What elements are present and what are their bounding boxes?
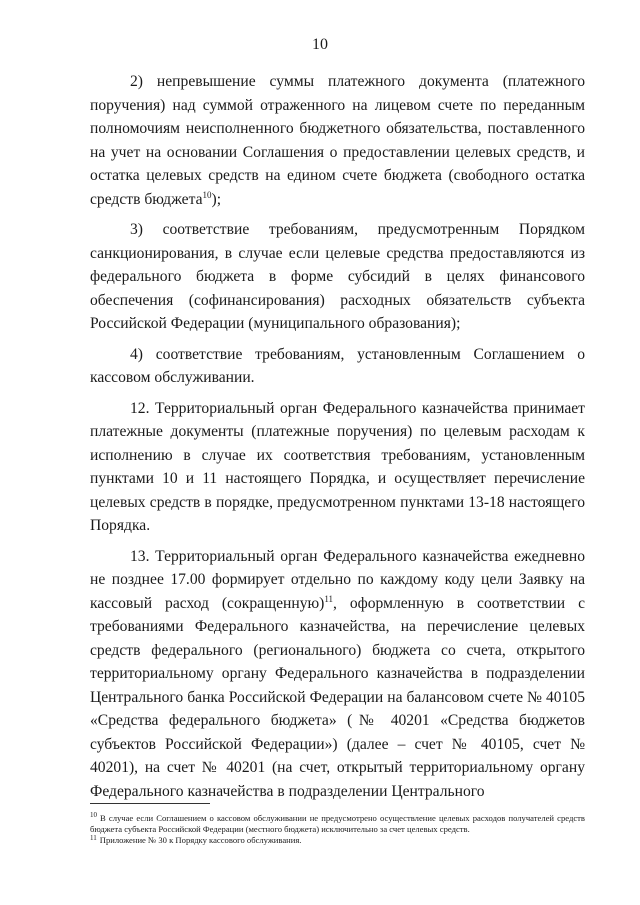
paragraph-text: 4) соответствие требованиям, установленным Соглашением о кассовом обслуживании. bbox=[90, 345, 585, 386]
paragraph-item-4 bbox=[90, 343, 585, 390]
paragraph-clause-13 bbox=[90, 545, 585, 804]
footnote bbox=[90, 835, 585, 846]
paragraph-clause-12 bbox=[90, 397, 585, 538]
footnote-text: Приложение № 30 к Порядку кассового обслуживания. bbox=[99, 835, 302, 846]
footnotes bbox=[90, 813, 585, 847]
footnote-divider bbox=[90, 803, 210, 804]
paragraph-text: 13. Территориальный орган Федерального казначейства ежедневно не позднее 17.00 формирует отдельно по каждому коду цели Заявку на кассовый расход (сокращенную) bbox=[90, 547, 585, 612]
footnote-text: В случае если Соглашением о кассовом обслуживании не предусмотрено осуществление целевых расходов получателей средств бюджета субъекта Российской Федерации (местного бюджета) исключительно за счет целевых средств. bbox=[90, 813, 585, 835]
footnote-reference: 10 bbox=[202, 189, 212, 200]
paragraph-text: 2) непревышение суммы платежного документа (платежного поручения) над суммой отраженного на лицевом счете по переданным полномочиям неисполненного бюджетного обязательства, поставленного на учет на основании Соглашения о предоставлении целевых средств, и остатка целевых средств на едином счете бюджета (свободного остатка средств бюджета bbox=[90, 73, 585, 208]
paragraph-text-tail: ); bbox=[211, 190, 222, 208]
paragraph-item-2 bbox=[90, 70, 585, 211]
footnote-reference: 11 bbox=[324, 593, 334, 604]
paragraph-text: 12. Территориальный орган Федерального казначейства принимает платежные документы (платежные поручения) по целевым расходам к исполнению в случае их соответствия требованиям, установленным пунктами 10 и 11 настоящего Порядка, и осуществляет перечисление целевых средств в порядке, предусмотренном пунктами 13-18 настоящего Порядка. bbox=[90, 399, 585, 534]
footnote-mark: 10 bbox=[90, 811, 97, 820]
paragraph-text: 3) соответствие требованиям, предусмотренным Порядком санкционирования, в случае если целевые средства предоставляются из федерального бюджета в форме субсидий в целях финансового обеспечения (софинансирования) расходных обязательств субъекта Российской Федерации (муниципального образования); bbox=[90, 221, 585, 332]
footnote bbox=[90, 813, 585, 835]
paragraph-text-tail: , оформленную в соответствии с требованиями Федерального казначейства, на перечисление целевых средств федерального (регионального) бюджета со счета, открытого территориальному органу Федерального казначейства в подразделении Центрального банка Российской Федерации на балансовом счете № 40105 «Средства федерального бюджета» (№ 40201 «Средства бюджетов субъектов Российской Федерации») (далее – счет № 40105, счет № 40201), на счет № 40201 (на счет, открытый территориальному органу Федерального казначейства в подразделении Центрального bbox=[90, 594, 586, 800]
page-number: 10 bbox=[312, 36, 328, 53]
paragraph-item-3 bbox=[90, 218, 585, 336]
body-text bbox=[90, 70, 585, 810]
footnote-mark: 11 bbox=[90, 833, 97, 842]
